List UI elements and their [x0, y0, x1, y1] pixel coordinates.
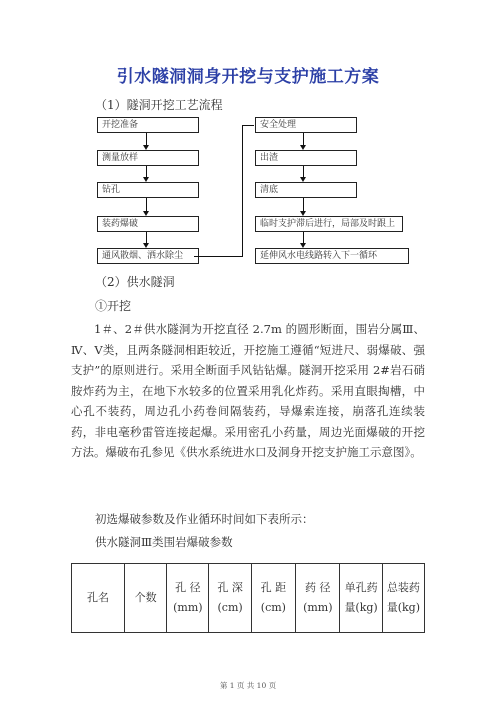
header-total-charge: 总装药 量(kg)	[382, 564, 424, 633]
flow-connector	[146, 198, 147, 211]
flow-step-extend: 延伸风水电线路转入下一循环	[255, 248, 409, 264]
blast-parameter-table	[71, 563, 425, 633]
header-hole-depth: 孔 深 (cm)	[209, 564, 251, 633]
flow-step-survey: 测量放样	[97, 150, 199, 166]
arrow-down-icon	[300, 211, 306, 216]
header-hole-name: 孔名	[72, 564, 125, 633]
arrow-down-icon	[300, 177, 306, 182]
arrow-down-icon	[300, 145, 306, 150]
flow-connector	[146, 232, 147, 243]
flow-step-ventilation: 通风散烟、洒水除尘	[97, 248, 199, 264]
flow-step-mucking: 出渣	[255, 150, 357, 166]
flow-step-blast: 装药爆破	[97, 216, 199, 232]
flow-connector	[303, 232, 304, 243]
flow-step-safety: 安全处理	[255, 117, 357, 133]
page-footer: 第 1 页 共 10 页	[219, 681, 277, 690]
flow-connector	[303, 198, 304, 211]
flow-step-prepare: 开挖准备	[97, 117, 199, 133]
section-heading-flow: （1）隧洞开挖工艺流程	[95, 98, 223, 112]
arrow-down-icon	[300, 243, 306, 248]
subsection-heading-excavation: ①开挖	[95, 299, 132, 313]
flow-step-clean: 清底	[255, 182, 357, 198]
table-header-row	[72, 564, 425, 633]
arrow-down-icon	[143, 211, 149, 216]
header-hole-spacing: 孔 距 (cm)	[251, 564, 295, 633]
table-title: 供水隧洞Ⅲ类围岩爆破参数	[95, 535, 233, 549]
arrow-down-icon	[143, 177, 149, 182]
arrow-down-icon	[143, 145, 149, 150]
flow-connector	[194, 256, 242, 257]
flow-connector	[146, 133, 147, 145]
page-title: 引水隧洞洞身开挖与支护施工方案	[116, 67, 380, 87]
header-single-hole-charge: 单孔药 量(kg)	[340, 564, 382, 633]
flow-connector	[146, 166, 147, 177]
header-hole-diameter: 孔 径 (mm)	[167, 564, 209, 633]
header-count: 个数	[125, 564, 167, 633]
flow-connector	[303, 133, 304, 145]
flow-connector	[242, 125, 243, 257]
flow-step-drill: 钻孔	[97, 182, 199, 198]
flow-connector	[303, 166, 304, 177]
flow-connector	[242, 125, 254, 126]
flow-step-support: 临时支护滞后进行，局部及时跟上	[255, 216, 403, 232]
section-heading-water-tunnel: （2）供水隧洞	[95, 275, 175, 289]
intro-line: 初选爆破参数及作业循环时间如下表所示：	[95, 512, 314, 526]
arrow-down-icon	[143, 243, 149, 248]
excavation-paragraph: 1＃、2＃供水隧洞为开挖直径 2.7m 的圆形断面，围岩分属Ⅲ、Ⅳ、Ⅴ类，且两条隧洞相距较近，开挖施工遵循“短进尺、弱爆破、强支护”的原则进行。采用全断面手风钻钻爆。隧洞开挖采用 2#岩石硝胺炸药为主，在地下水较多的位置采用乳化炸药。采用直眼掏槽，中心孔不装药，周边孔小药卷间隔装药，导爆索连接，崩落孔连续装药，非电毫秒雷管连接起爆。采用密孔小药量，周边光面爆破的开挖方法。爆破布孔参见《供水系统进水口及洞身开挖支护施工示意图》。	[71, 322, 425, 459]
header-charge-diameter: 药 径 (mm)	[296, 564, 340, 633]
